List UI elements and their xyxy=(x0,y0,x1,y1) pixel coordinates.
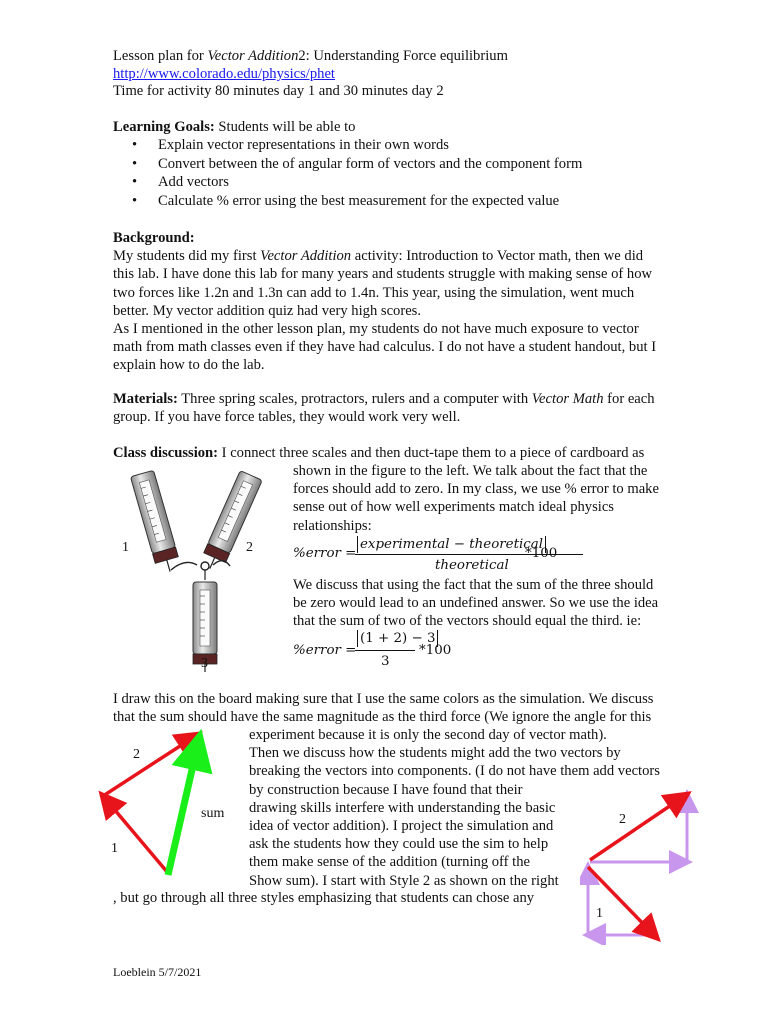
discussion-heading: Class discussion: xyxy=(113,445,219,461)
sum-vector-arrow xyxy=(168,739,199,875)
board-section xyxy=(113,691,713,727)
materials-line: Materials: Three spring scales, protractors, rulers and a computer with Vector Math for each xyxy=(113,391,655,407)
vector-2-label: 2 xyxy=(619,812,626,827)
materials-section xyxy=(113,391,679,427)
board-line: ask the students how they could use the sim to help xyxy=(249,836,549,853)
title-italic: Vector Addition xyxy=(207,48,299,64)
equation-multiplier: *100 xyxy=(419,643,452,658)
vector-2-arrow xyxy=(103,735,197,796)
discussion-wrapped-text xyxy=(293,463,693,536)
board-last-line: , but go through all three styles emphasizing that students can chose any xyxy=(113,890,535,906)
equation-denominator: theoretical xyxy=(435,558,509,573)
vector-1-label: 1 xyxy=(596,906,603,921)
bullet-icon: • xyxy=(132,193,138,210)
discussion-line: that the sum of two of the vectors should equal the third. ie: xyxy=(293,613,642,630)
board-line: Show sum). I start with Style 2 as shown on the right xyxy=(249,872,559,889)
goal-text: Explain vector representations in their own words xyxy=(158,137,449,153)
goal-text: Calculate % error using the best measurement for the expected value xyxy=(158,193,560,210)
goal-text: Convert between the of angular form of vectors and the component form xyxy=(158,155,583,172)
discussion-line: sense out of how well experiments match ideal physics xyxy=(293,499,614,516)
activity-time: Time for activity 80 minutes day 1 and 30 minutes day 2 xyxy=(113,83,444,99)
materials-heading: Materials: xyxy=(113,391,178,407)
vector-1-arrow xyxy=(588,867,656,937)
board-line: Then we discuss how the students might add the two vectors by xyxy=(249,745,621,762)
scale-label-2: 2 xyxy=(246,540,253,555)
board-line: by construction because I have found that their xyxy=(249,781,523,798)
equation-lhs: %error = xyxy=(293,546,357,561)
equation-multiplier: *100 xyxy=(525,546,558,561)
equation-numerator: (1 + 2) − 3 xyxy=(357,630,438,647)
board-line: I draw this on the board making sure that I use the same colors as the simulation. We discuss xyxy=(113,691,654,707)
lesson-title xyxy=(113,48,508,65)
background-section xyxy=(113,230,679,376)
title-suffix: 2: Understanding Force equilibrium xyxy=(298,48,508,64)
spring-scale-icon xyxy=(130,470,181,575)
sample-error-equation xyxy=(293,628,493,670)
learning-goals-heading: Learning Goals: xyxy=(113,119,215,135)
spring-scales-figure xyxy=(105,470,290,675)
background-line: math from math classes even if they have had calculus. I do not have a student handout, but I xyxy=(113,339,657,356)
sum-label: sum xyxy=(201,806,225,821)
board-line: drawing skills interfere with understanding the basic xyxy=(249,799,556,816)
discussion-line: We discuss that using the fact that the sum of the three should xyxy=(293,577,654,593)
bullet-icon: • xyxy=(132,155,138,172)
discussion-line: forces should add to zero. In my class, we use % error to make xyxy=(293,481,659,498)
discussion-first-line: Class discussion: I connect three scales and then duct-tape them to a piece of cardboard as xyxy=(113,445,645,461)
list-item xyxy=(113,174,713,193)
equation-numerator: experimental − theoretical xyxy=(357,536,546,553)
background-heading: Background: xyxy=(113,230,195,246)
scale-label-3: 3 xyxy=(201,656,208,671)
goal-text: Add vectors xyxy=(158,174,229,191)
background-line: better. My vector addition quiz had very high scores. xyxy=(113,302,422,319)
equation-denominator: 3 xyxy=(381,654,390,669)
footer-author-date: Loeblein 5/7/2021 xyxy=(113,965,202,979)
discussion-line: shown in the figure to the left. We talk about the fact that the xyxy=(293,463,648,479)
materials-line: group. If you have force tables, they would work very well. xyxy=(113,409,461,426)
bullet-icon: • xyxy=(132,174,138,191)
vector-sum-diagram xyxy=(95,725,215,885)
discussion-line: relationships: xyxy=(293,517,372,534)
scale-label-1: 1 xyxy=(122,540,129,555)
background-line: this lab. I have done this lab for many years and students struggle with making sense of how xyxy=(113,266,653,283)
vector-2-arrow xyxy=(590,795,686,860)
vector-1-arrow xyxy=(103,796,168,873)
vector-2-label: 2 xyxy=(133,747,140,762)
discussion-wrapped-text-2 xyxy=(293,577,693,632)
list-item xyxy=(113,156,713,175)
learning-goals-list xyxy=(113,137,713,212)
board-line: idea of vector addition). I project the simulation and xyxy=(249,817,554,834)
background-line: As I mentioned in the other lesson plan, my students do not have much exposure to vector xyxy=(113,320,639,337)
board-line: breaking the vectors into components. (I do not have them add vectors xyxy=(249,763,660,780)
board-line: experiment because it is only the second day of vector math). xyxy=(249,727,607,743)
board-line: them make sense of the addition (turning off the xyxy=(249,854,530,871)
list-item xyxy=(113,193,713,212)
spring-scale-icon xyxy=(199,471,262,574)
board-line: that the sum should have the same magnitude as the third force (We ignore the angle for this xyxy=(113,709,652,726)
background-line: explain how to do the lab. xyxy=(113,357,265,374)
learning-goals-intro: Students will be able to xyxy=(214,119,356,135)
percent-error-equation xyxy=(293,535,593,575)
fraction-bar xyxy=(355,650,415,651)
bullet-icon: • xyxy=(132,137,138,153)
background-line: two forces like 1.2n and 1.3n can add to 1.4n. This year, using the simulation, went much xyxy=(113,284,635,301)
title-prefix: Lesson plan for xyxy=(113,48,208,64)
phet-link[interactable]: http://www.colorado.edu/physics/phet xyxy=(113,66,335,82)
equation-lhs: %error = xyxy=(293,643,357,658)
discussion-line: be zero would lead to an undefined answer. So we use the idea xyxy=(293,595,659,612)
list-item xyxy=(113,137,713,156)
learning-goals-line xyxy=(113,119,355,136)
vector-1-label: 1 xyxy=(111,841,118,856)
background-line: My students did my first Vector Addition activity: Introduction to Vector math, then we did xyxy=(113,248,644,265)
